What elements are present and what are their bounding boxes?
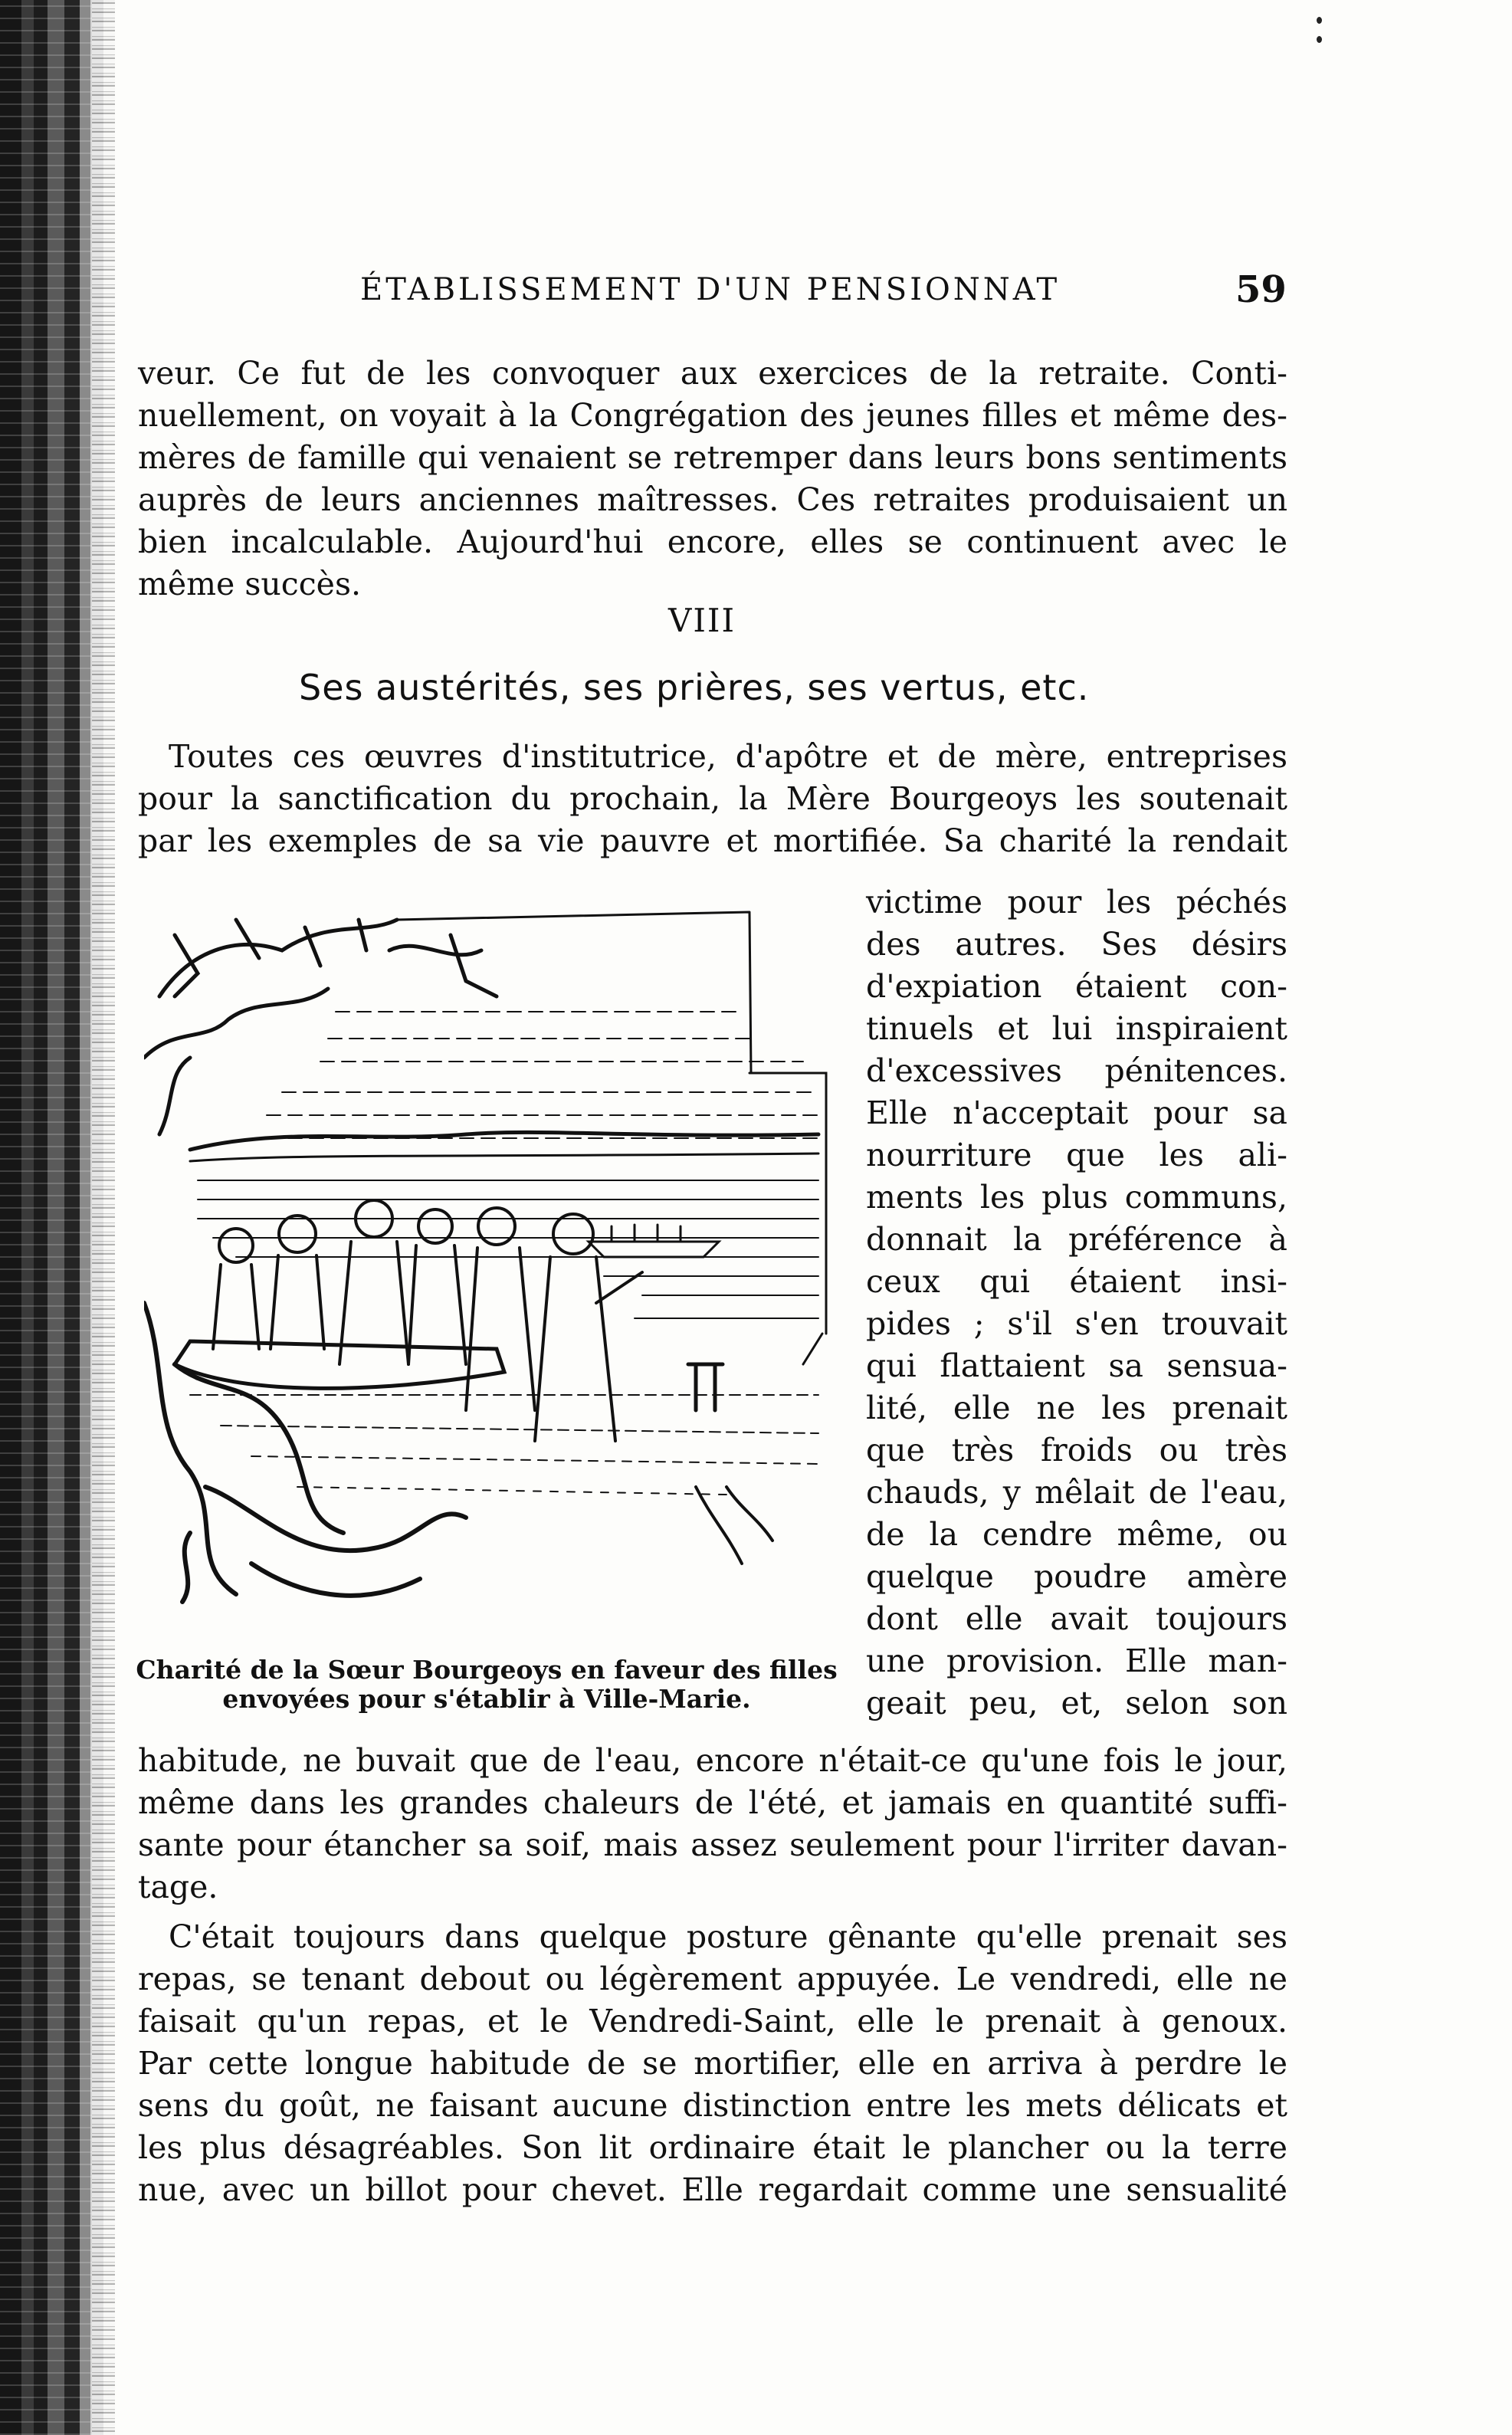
text-line: repas, se tenant debout ou légèrement appuyée. Le vendredi, elle ne xyxy=(138,1961,1287,1997)
column-text xyxy=(866,881,1287,1725)
section-title: Ses austérités, ses prières, ses vertus, etc. xyxy=(299,667,1090,708)
text-line: dont elle avait toujours xyxy=(866,1600,1287,1637)
text-line: de la cendre même, ou xyxy=(866,1516,1287,1553)
text-line: sens du goût, ne faisant aucune distinction entre les mets délicats et xyxy=(138,2087,1287,2124)
text-line: tage. xyxy=(138,1869,218,1905)
text-line: geait peu, et, selon son xyxy=(866,1685,1287,1721)
text-line: nourriture que les ali- xyxy=(866,1137,1287,1173)
engraving-illustration xyxy=(144,904,831,1613)
text-line: ceux qui étaient insi- xyxy=(866,1263,1287,1300)
text-line: une provision. Elle man- xyxy=(866,1642,1287,1679)
caption-line: Charité de la Sœur Bourgeoys en faveur des filles xyxy=(136,1655,838,1685)
text-line: Toutes ces œuvres d'institutrice, d'apôtre et de mère, entreprises xyxy=(169,738,1287,775)
text-line: même dans les grandes chaleurs de l'été, et jamais en quantité suffi- xyxy=(138,1784,1287,1821)
text-line: les plus désagréables. Son lit ordinaire était le plancher ou la terre xyxy=(138,2129,1287,2166)
text-line: veur. Ce fut de les convoquer aux exercices de la retraite. Conti- xyxy=(138,355,1287,392)
continuation-paragraph xyxy=(138,1740,1287,1908)
text-line: nuellement, on voyait à la Congrégation des jeunes filles et même des- xyxy=(138,397,1287,434)
text-line: lité, elle ne les prenait xyxy=(866,1390,1287,1426)
text-line: même succès. xyxy=(138,566,362,602)
text-line: Elle n'acceptait pour sa xyxy=(866,1094,1287,1131)
top-paragraph xyxy=(138,353,1287,605)
scan-artifact-dots xyxy=(1317,17,1324,55)
text-line: victime pour les péchés xyxy=(866,884,1287,921)
page-number: 59 xyxy=(1235,268,1287,311)
text-line: d'excessives pénitences. xyxy=(866,1052,1287,1089)
text-line: pour la sanctification du prochain, la Mère Bourgeoys les soutenait xyxy=(138,780,1287,817)
text-line: pides ; s'il s'en trouvait xyxy=(866,1305,1287,1342)
text-line: faisait qu'un repas, et le Vendredi-Saint, elle le prenait à genoux. xyxy=(138,2003,1287,2040)
text-line: qui flattaient sa sensua- xyxy=(866,1347,1287,1384)
text-line: auprès de leurs anciennes maîtresses. Ces retraites produisaient un xyxy=(138,481,1287,518)
text-line: donnait la préférence à xyxy=(866,1221,1287,1258)
text-line: C'était toujours dans quelque posture gênante qu'elle prenait ses xyxy=(169,1918,1287,1955)
intro-paragraph xyxy=(138,736,1287,862)
book-spine-scan-edge xyxy=(0,0,103,2435)
text-line: chauds, y mêlait de l'eau, xyxy=(866,1474,1287,1511)
text-line: d'expiation étaient con- xyxy=(866,968,1287,1005)
text-line: mères de famille qui venaient se retremper dans leurs bons sentiments xyxy=(138,439,1287,476)
text-line: des autres. Ses désirs xyxy=(866,926,1287,963)
section-number: VIII xyxy=(668,602,736,639)
text-line: tinuels et lui inspiraient xyxy=(866,1010,1287,1047)
caption-line: envoyées pour s'établir à Ville-Marie. xyxy=(222,1684,751,1714)
text-line: quelque poudre amère xyxy=(866,1558,1287,1595)
running-head: ÉTABLISSEMENT D'UN PENSIONNAT xyxy=(360,272,1061,307)
text-line: sante pour étancher sa soif, mais assez seulement pour l'irriter davan- xyxy=(138,1826,1287,1863)
text-line: ments les plus communs, xyxy=(866,1179,1287,1216)
text-line: habitude, ne buvait que de l'eau, encore n'était-ce qu'une fois le jour, xyxy=(138,1742,1287,1779)
figure-caption xyxy=(134,1656,839,1714)
text-line: par les exemples de sa vie pauvre et mortifiée. Sa charité la rendait xyxy=(138,822,1287,859)
text-line: que très froids ou très xyxy=(866,1432,1287,1469)
text-line: Par cette longue habitude de se mortifier, elle en arriva à perdre le xyxy=(138,2045,1287,2082)
text-line: bien incalculable. Aujourd'hui encore, elles se continuent avec le xyxy=(138,523,1287,560)
text-line: nue, avec un billot pour chevet. Elle regardait comme une sensualité xyxy=(138,2171,1287,2208)
page-edge-texture xyxy=(92,0,115,2435)
last-paragraph xyxy=(138,1916,1287,2211)
